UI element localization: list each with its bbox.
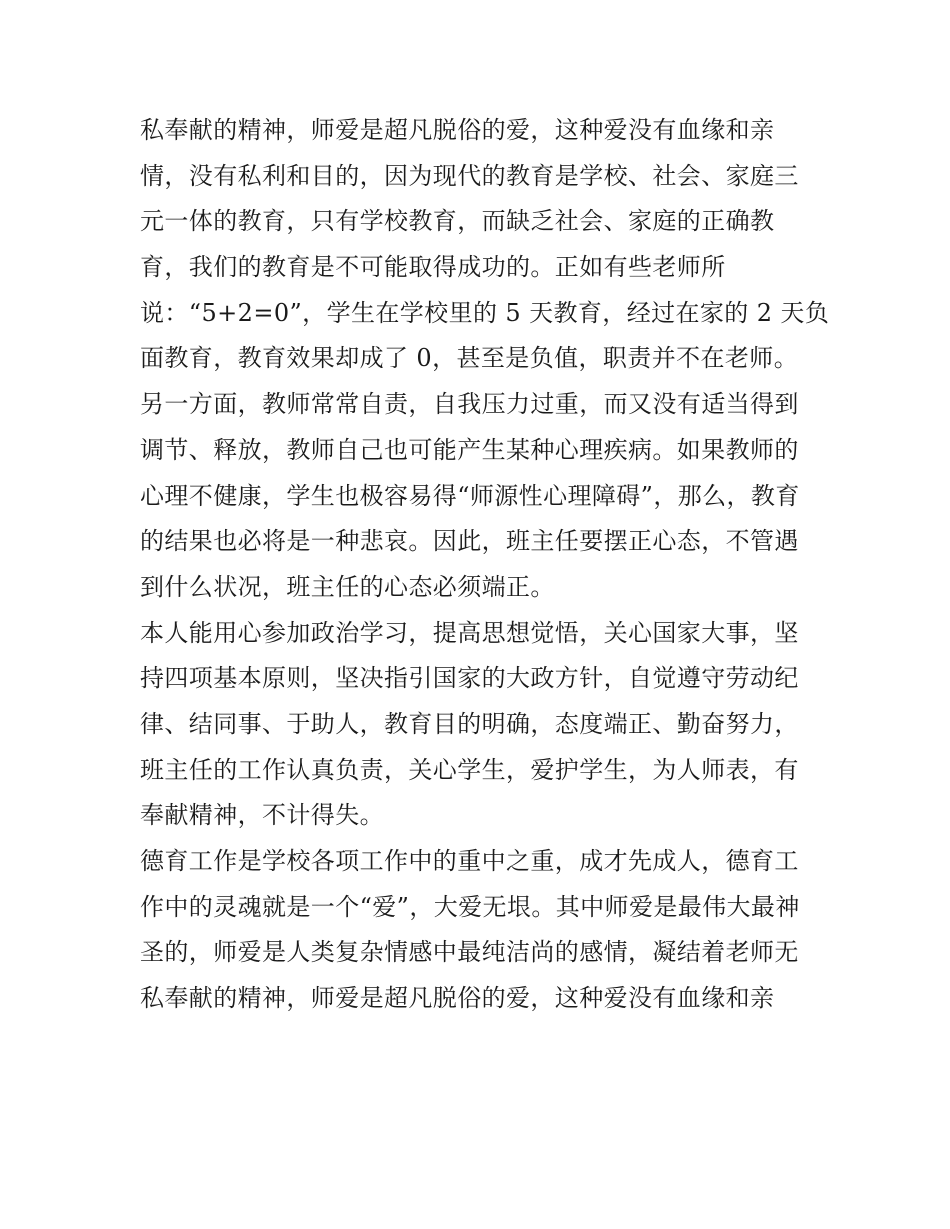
text-line: 圣的，师爱是人类复杂情感中最纯洁尚的感情，凝结着老师无 xyxy=(140,938,799,967)
text-line: 私奉献的精神，师爱是超凡脱俗的爱，这种爱没有血缘和亲 xyxy=(140,984,775,1013)
text-line: 奉献精神，不计得失。 xyxy=(140,801,384,830)
text-line: 另一方面，教师常常自责，自我压力过重，而又没有适当得到 xyxy=(140,390,799,419)
text-line: 律、结同事、于助人，教育目的明确，态度端正、勤奋努力， xyxy=(140,709,799,738)
text-line: 班主任的工作认真负责，关心学生，爱护学生，为人师表，有 xyxy=(140,755,799,784)
body-text xyxy=(140,108,830,1022)
text-line: 作中的灵魂就是一个“爱”，大爱无垠。其中师爱是最伟大最神 xyxy=(140,892,800,921)
text-line: 私奉献的精神，师爱是超凡脱俗的爱，这种爱没有血缘和亲 xyxy=(140,116,775,144)
text-line: 育，我们的教育是不可能取得成功的。正如有些老师所 xyxy=(140,253,726,282)
text-line: 持四项基本原则，坚决指引国家的大政方针，自觉遵守劳动纪 xyxy=(140,664,799,693)
text-line: 面教育，教育效果却成了 0，甚至是负值，职责并不在老师。 xyxy=(140,344,799,373)
text-line: 说：“5+2=0”，学生在学校里的 5 天教育，经过在家的 2 天负 xyxy=(140,298,830,327)
text-line: 本人能用心参加政治学习，提高思想觉悟，关心国家大事，坚 xyxy=(140,618,799,647)
text-line: 的结果也必将是一种悲哀。因此，班主任要摆正心态，不管遇 xyxy=(140,527,799,556)
text-line: 元一体的教育，只有学校教育，而缺乏社会、家庭的正确教 xyxy=(140,207,775,236)
text-line: 调节、释放，教师自己也可能产生某种心理疾病。如果教师的 xyxy=(140,435,799,464)
text-line: 到什么状况，班主任的心态必须端正。 xyxy=(140,572,555,601)
text-line: 德育工作是学校各项工作中的重中之重，成才先成人，德育工 xyxy=(140,847,799,875)
text-line: 情，没有私利和目的，因为现代的教育是学校、社会、家庭三 xyxy=(140,161,799,190)
text-line: 心理不健康，学生也极容易得“师源性心理障碍”，那么，教育 xyxy=(140,481,800,510)
